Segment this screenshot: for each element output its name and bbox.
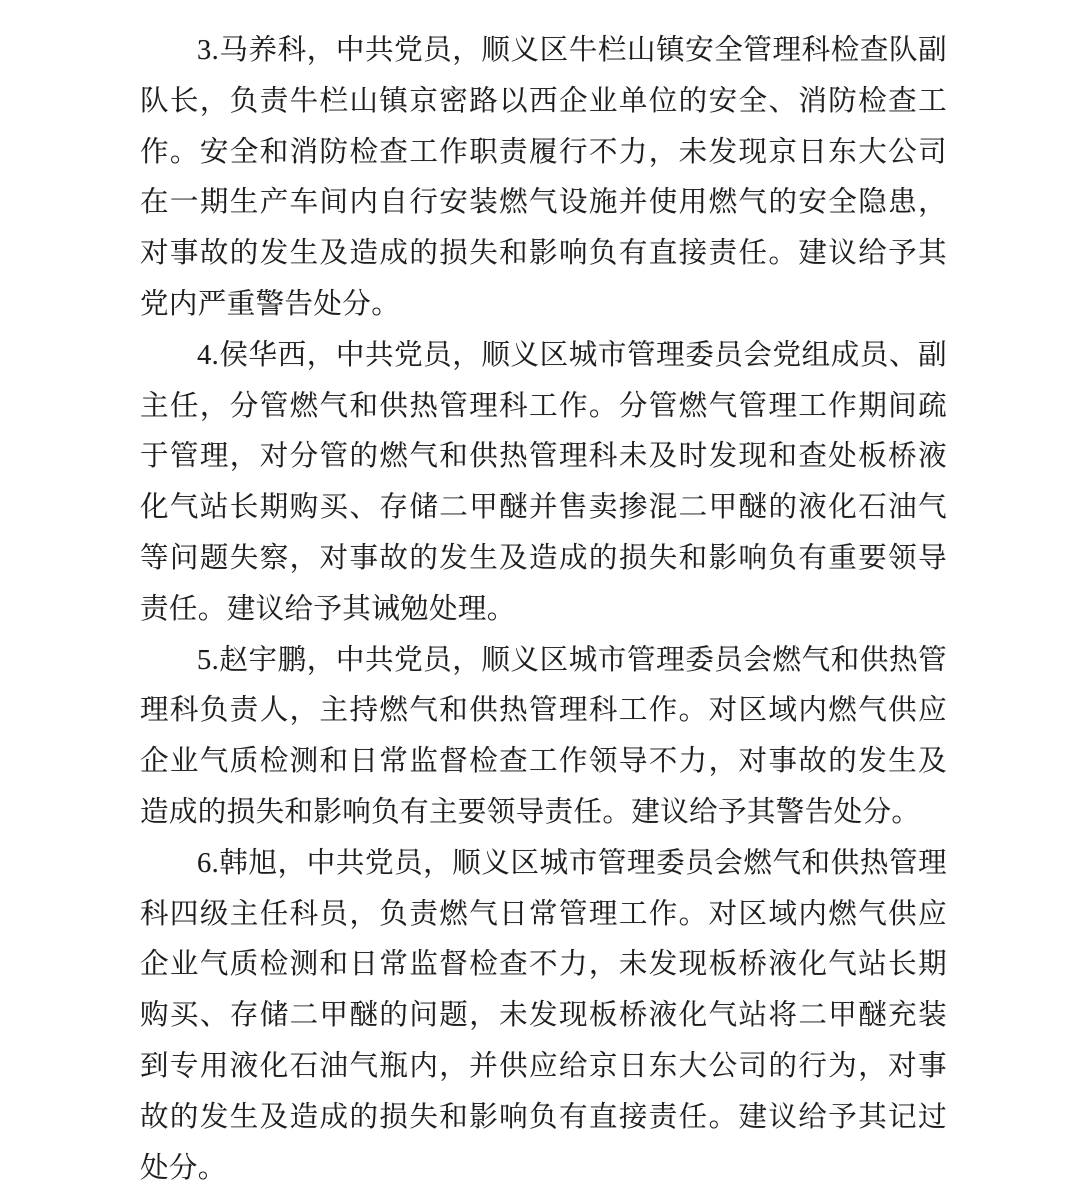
paragraph-item-4-hou-huaxi: 4.侯华西，中共党员，顺义区城市管理委员会党组成员、副主任，分管燃气和供热管理科工作。分管燃气管理工作期间疏于管理，对分管的燃气和供热管理科未及时发现和查处板桥液化气站长期购买、存储二甲醚并售卖掺混二甲醚的液化石油气等问题失察，对事故的发生及造成的损失和影响负有重要领导责任。建议给予其诫勉处理。 [140,339,947,625]
paragraph-item-5-zhao-yupeng: 5.赵宇鹏，中共党员，顺义区城市管理委员会燃气和供热管理科负责人，主持燃气和供热管理科工作。对区域内燃气供应企业气质检测和日常监督检查工作领导不力，对事故的发生及造成的损失和影响负有主要领导责任。建议给予其警告处分。 [140,644,947,828]
paragraph-item-6-han-xu: 6.韩旭，中共党员，顺义区城市管理委员会燃气和供热管理科四级主任科员，负责燃气日常管理工作。对区域内燃气供应企业气质检测和日常监督检查不力，未发现板桥液化气站长期购买、存储二甲醚的问题，未发现板桥液化气站将二甲醚充装到专用液化石油气瓶内，并供应给京日东大公司的行为，对事故的发生及造成的损失和影响负有直接责任。建议给予其记过处分。 [140,847,947,1184]
paragraph-item-3-ma-yangke: 3.马养科，中共党员，顺义区牛栏山镇安全管理科检查队副队长，负责牛栏山镇京密路以西企业单位的安全、消防检查工作。安全和消防检查工作职责履行不力，未发现京日东大公司在一期生产车间内自行安装燃气设施并使用燃气的安全隐患，对事故的发生及造成的损失和影响负有直接责任。建议给予其党内严重警告处分。 [140,35,947,320]
